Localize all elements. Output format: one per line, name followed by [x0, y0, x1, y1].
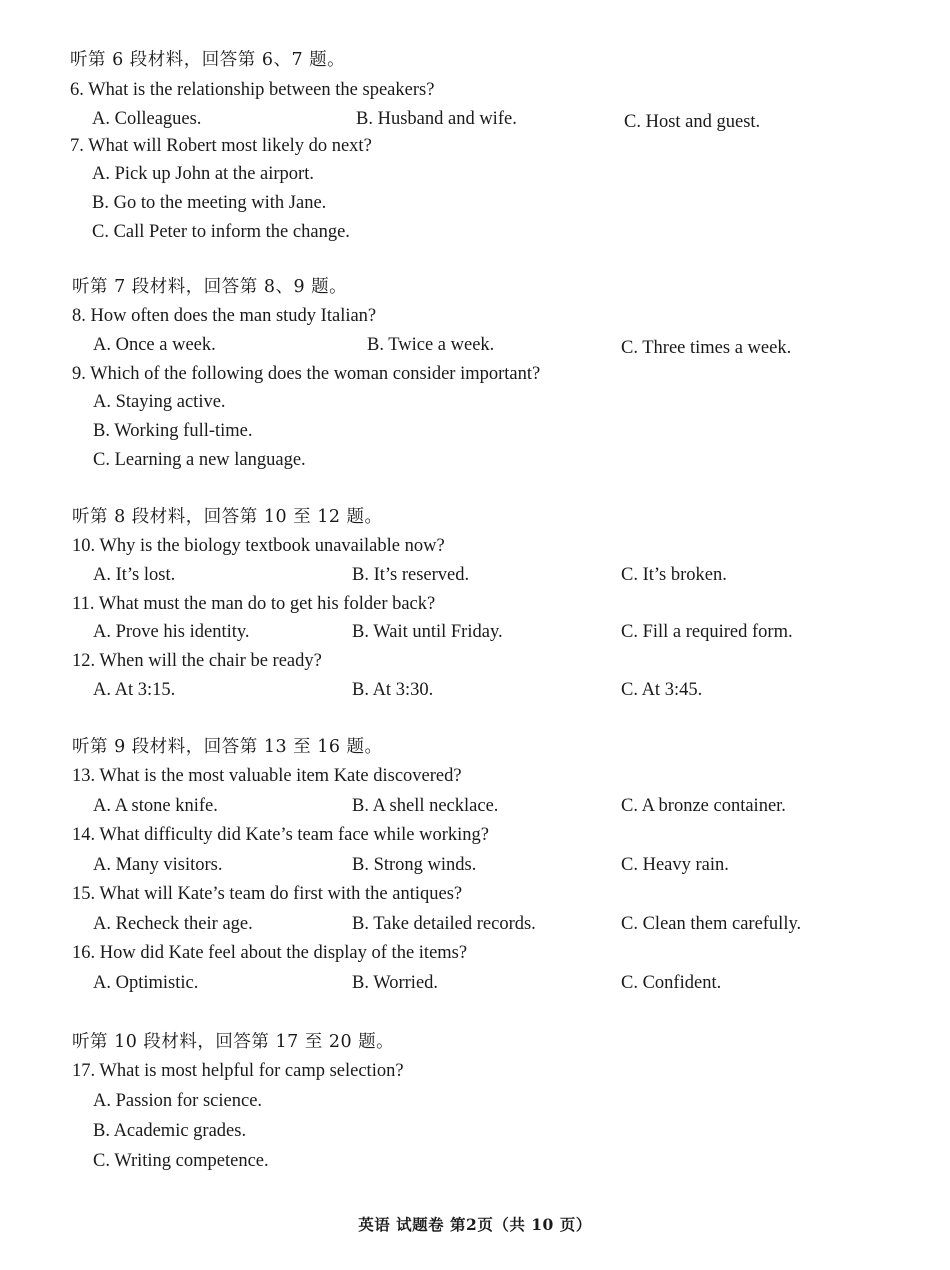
option-b: B. Husband and wife. — [356, 109, 517, 129]
option-a: A. Prove his identity. — [93, 622, 250, 642]
option-c: C. Learning a new language. — [93, 450, 306, 470]
option-b: B. A shell necklace. — [352, 796, 499, 816]
option-c: C. Confident. — [621, 973, 722, 993]
option-c: C. Fill a required form. — [621, 622, 793, 642]
option-b: B. It’s reserved. — [352, 565, 470, 585]
option-b: B. Take detailed records. — [352, 914, 536, 934]
question-stem: 16. How did Kate feel about the display of the items? — [72, 943, 468, 963]
option-a: A. It’s lost. — [93, 565, 176, 585]
question-stem: 17. What is most helpful for camp selection? — [72, 1061, 404, 1081]
option-a: A. Recheck their age. — [93, 914, 253, 934]
section-heading: 听第 9 段材料，回答第 13 至 16 题。 — [72, 737, 383, 757]
option-b: B. Worried. — [352, 973, 439, 993]
option-a: A. At 3:15. — [93, 680, 176, 700]
question-stem: 7. What will Robert most likely do next? — [70, 136, 372, 156]
section-heading: 听第 10 段材料，回答第 17 至 20 题。 — [72, 1032, 395, 1052]
section-heading: 听第 8 段材料，回答第 10 至 12 题。 — [72, 507, 383, 527]
option-c: C. Heavy rain. — [621, 855, 729, 875]
option-c: C. Call Peter to inform the change. — [92, 222, 350, 242]
option-c: C. It’s broken. — [621, 565, 727, 585]
section-heading: 听第 6 段材料，回答第 6、7 题。 — [70, 50, 346, 70]
question-stem: 11. What must the man do to get his folder back? — [72, 594, 436, 614]
page-footer: 英语 试题卷 第2页（共 10 页） — [358, 1215, 592, 1234]
option-c: C. At 3:45. — [621, 680, 703, 700]
option-a: A. Once a week. — [93, 335, 216, 355]
question-stem: 13. What is the most valuable item Kate discovered? — [72, 766, 462, 786]
option-a: A. Colleagues. — [92, 109, 202, 129]
question-stem: 6. What is the relationship between the speakers? — [70, 80, 435, 100]
option-c: C. Writing competence. — [93, 1151, 269, 1171]
option-c: C. Three times a week. — [621, 338, 792, 358]
question-stem: 10. Why is the biology textbook unavailable now? — [72, 536, 445, 556]
option-a: A. Passion for science. — [93, 1091, 263, 1111]
option-b: B. Working full-time. — [93, 421, 253, 441]
option-a: A. Pick up John at the airport. — [92, 164, 314, 184]
option-c: C. Host and guest. — [624, 112, 761, 132]
option-a: A. A stone knife. — [93, 796, 218, 816]
option-b: B. At 3:30. — [352, 680, 434, 700]
section-heading: 听第 7 段材料，回答第 8、9 题。 — [72, 277, 348, 297]
option-a: A. Staying active. — [93, 392, 226, 412]
option-b: B. Go to the meeting with Jane. — [92, 193, 327, 213]
question-stem: 8. How often does the man study Italian? — [72, 306, 377, 326]
option-a: A. Many visitors. — [93, 855, 223, 875]
option-a: A. Optimistic. — [93, 973, 199, 993]
option-b: B. Strong winds. — [352, 855, 477, 875]
option-c: C. Clean them carefully. — [621, 914, 802, 934]
option-b: B. Twice a week. — [367, 335, 495, 355]
question-stem: 12. When will the chair be ready? — [72, 651, 322, 671]
question-stem: 15. What will Kate’s team do first with the antiques? — [72, 884, 463, 904]
option-b: B. Academic grades. — [93, 1121, 247, 1141]
option-b: B. Wait until Friday. — [352, 622, 503, 642]
question-stem: 14. What difficulty did Kate’s team face while working? — [72, 825, 489, 845]
question-stem: 9. Which of the following does the woman consider important? — [72, 364, 541, 384]
option-c: C. A bronze container. — [621, 796, 786, 816]
